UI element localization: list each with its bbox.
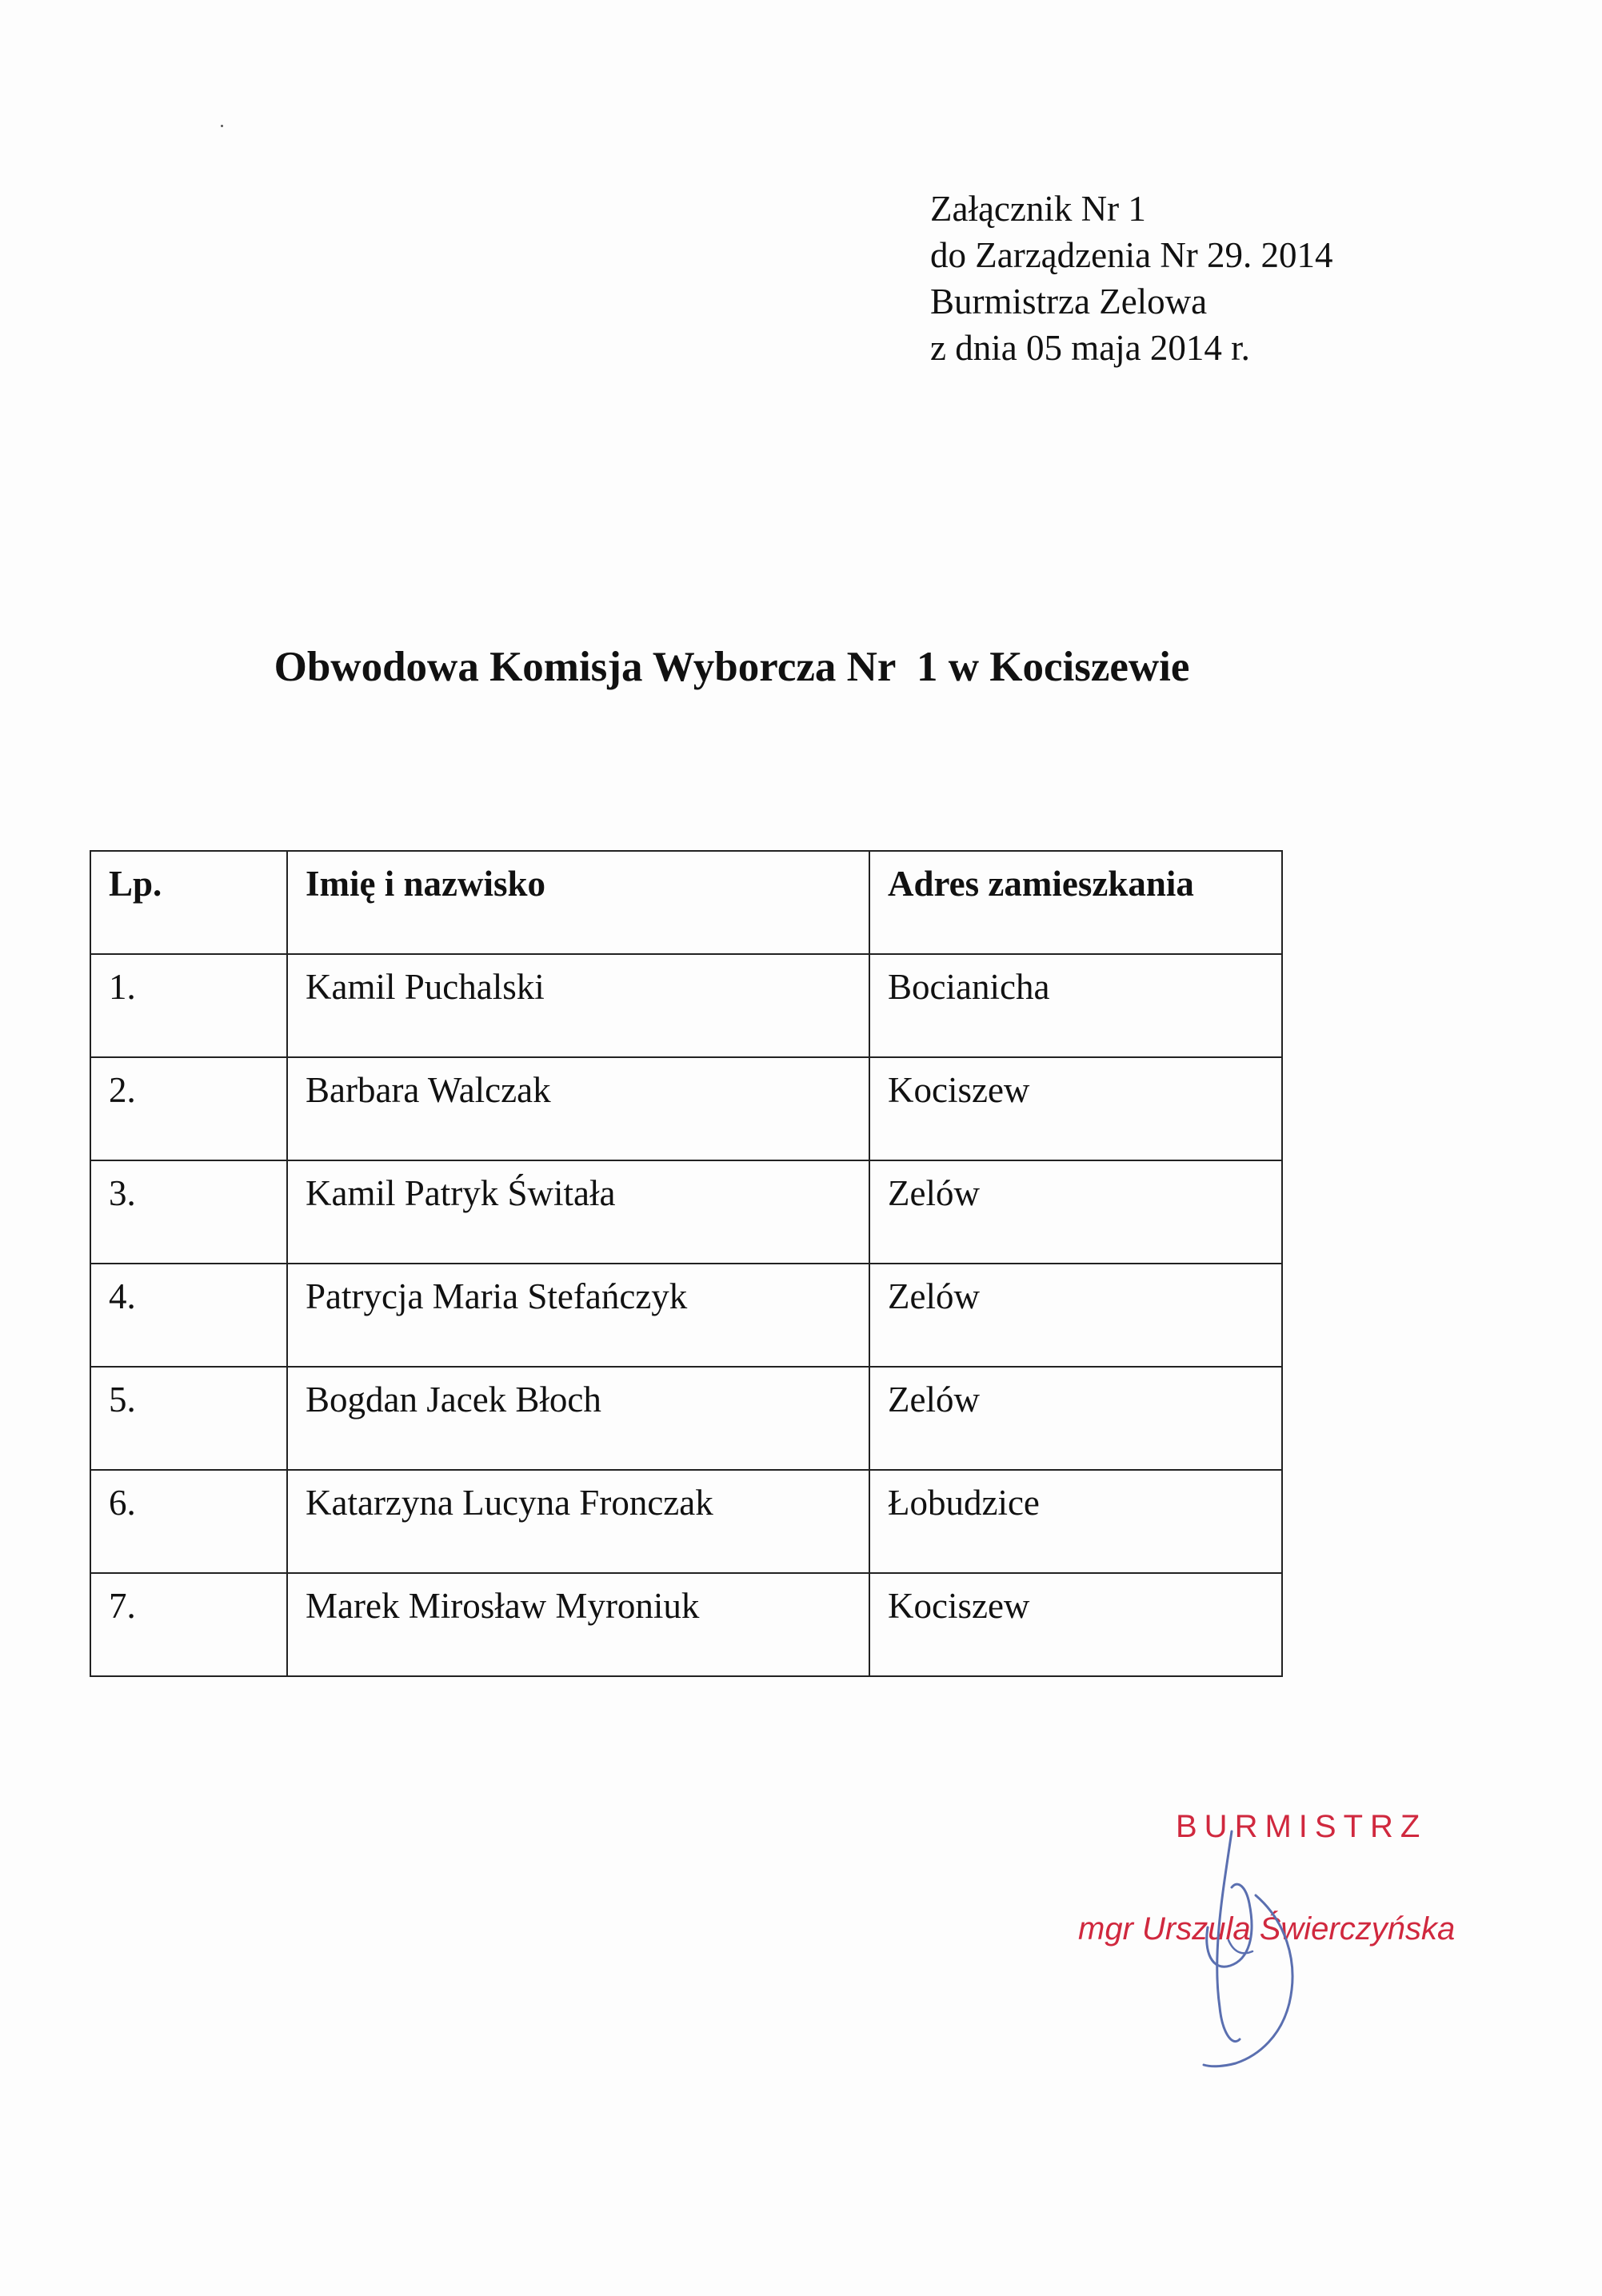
- annex-header: [930, 186, 1333, 371]
- cell-name: Kamil Patryk Świtała: [287, 1160, 869, 1264]
- annex-line-4: z dnia 05 maja 2014 r.: [930, 328, 1250, 368]
- table-row: [90, 1264, 1282, 1367]
- cell-name: Kamil Puchalski: [287, 954, 869, 1057]
- annex-line-2: do Zarządzenia Nr 29. 2014: [930, 235, 1333, 275]
- table-row: [90, 1573, 1282, 1676]
- handwritten-signature: [1072, 1799, 1520, 2071]
- header-name: Imię i nazwisko: [287, 851, 869, 954]
- cell-lp: 7.: [90, 1573, 287, 1676]
- stamp-title: BURMISTRZ: [1176, 1809, 1428, 1844]
- scan-speck: [221, 125, 223, 127]
- cell-address: Zelów: [869, 1367, 1282, 1470]
- cell-address: Zelów: [869, 1264, 1282, 1367]
- table-row: [90, 1470, 1282, 1573]
- cell-name: Marek Mirosław Myroniuk: [287, 1573, 869, 1676]
- cell-name: Patrycja Maria Stefańczyk: [287, 1264, 869, 1367]
- cell-address: Kociszew: [869, 1057, 1282, 1160]
- stamp-name: mgr Urszula Świerczyńska: [1078, 1911, 1456, 1947]
- cell-address: Kociszew: [869, 1573, 1282, 1676]
- committee-members-table: [90, 850, 1283, 1677]
- header-address: Adres zamieszkania: [869, 851, 1282, 954]
- cell-lp: 3.: [90, 1160, 287, 1264]
- cell-lp: 6.: [90, 1470, 287, 1573]
- cell-lp: 4.: [90, 1264, 287, 1367]
- cell-lp: 2.: [90, 1057, 287, 1160]
- annex-line-1: Załącznik Nr 1: [930, 189, 1146, 229]
- header-lp: Lp.: [90, 851, 287, 954]
- cell-address: Zelów: [869, 1160, 1282, 1264]
- cell-name: Barbara Walczak: [287, 1057, 869, 1160]
- annex-line-3: Burmistrza Zelowa: [930, 282, 1208, 321]
- table-row: [90, 1057, 1282, 1160]
- cell-lp: 5.: [90, 1367, 287, 1470]
- table-row: [90, 954, 1282, 1057]
- cell-lp: 1.: [90, 954, 287, 1057]
- document-title: Obwodowa Komisja Wyborcza Nr 1 w Kociszewie: [274, 644, 1190, 690]
- cell-address: Bocianicha: [869, 954, 1282, 1057]
- cell-address: Łobudzice: [869, 1470, 1282, 1573]
- table-row: [90, 1367, 1282, 1470]
- cell-name: Bogdan Jacek Błoch: [287, 1367, 869, 1470]
- table-header-row: [90, 851, 1282, 954]
- table-row: [90, 1160, 1282, 1264]
- mayor-stamp: [1072, 1799, 1520, 2071]
- cell-name: Katarzyna Lucyna Fronczak: [287, 1470, 869, 1573]
